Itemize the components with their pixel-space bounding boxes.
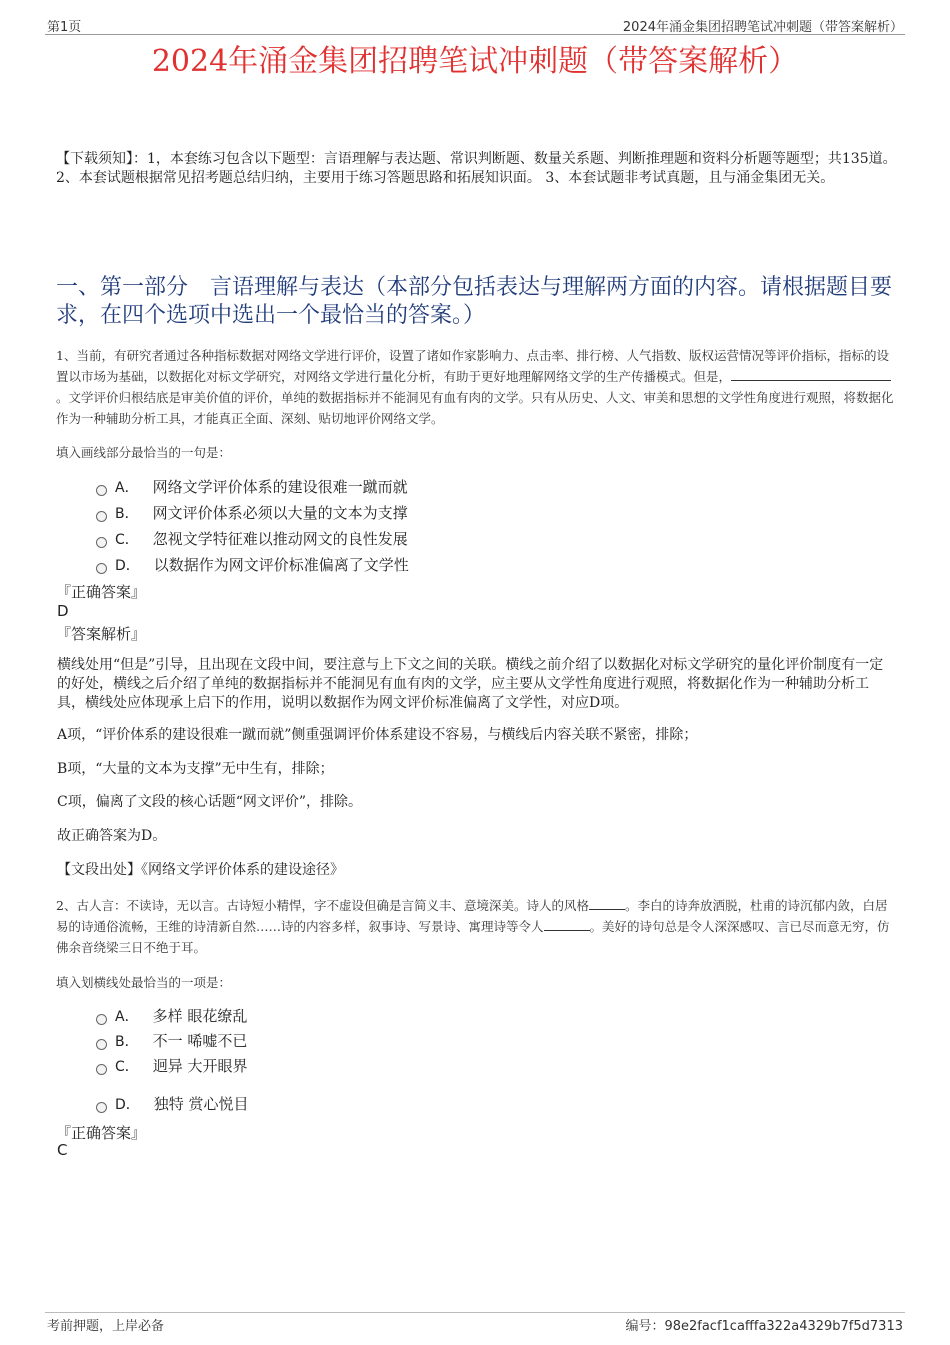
radio-icon[interactable] xyxy=(96,1039,107,1050)
option-b[interactable]: B． 网文评价体系必须以大量的文本为支撑 xyxy=(96,502,408,523)
question-2-text: 2、古人言：不读诗，无以言。古诗短小精悍，字不虚设但确是言简义丰、意境深美。诗人的风格 。李白的诗奔放洒脱，杜甫的诗沉郁内敛，白居易的诗通俗流畅，王维的诗清新自然……诗的内容多样，叙事诗、写景诗、寓理诗等令人 。美好的诗句总是令人深深感叹、言已尽而意无穷，仿佛余音绕梁三日不绝于耳。 xyxy=(56,898,890,955)
answer-value: D xyxy=(57,602,69,620)
radio-icon[interactable] xyxy=(96,1014,107,1025)
explanation-option-c: C项，偏离了文段的核心话题“网文评价”，排除。 xyxy=(57,794,363,810)
analysis-label: 『答案解析』 xyxy=(56,625,147,643)
document-id: 编号：98e2facf1cafffa322a4329b7f5d7313 xyxy=(625,1319,903,1334)
option-d[interactable]: D． 独特 赏心悦目 xyxy=(96,1093,249,1114)
explanation-option-b: B项，“大量的文本为支撑”无中生有，排除； xyxy=(57,761,334,777)
option-a[interactable]: A． 网络文学评价体系的建设很难一蹴而就 xyxy=(96,476,408,497)
page-header xyxy=(45,14,905,35)
radio-icon[interactable] xyxy=(96,537,107,548)
option-a[interactable]: A． 多样 眼花缭乱 xyxy=(96,1005,247,1026)
explanation-option-a: A项，“评价体系的建设很难一蹴而就”侧重强调评价体系建设不容易，与横线后内容关联不紧密，排除； xyxy=(57,727,698,743)
explanation-paragraph: 横线处用“但是”引导，且出现在文段中间，要注意与上下文之间的关联。横线之前介绍了以数据化对标文学研究的量化评价制度有一定的好处，横线之后介绍了单纯的数据指标并不能洞见有血有肉的文学，应主要从文学性角度进行观照，将数据化作为一种辅助分析工具，横线处应体现承上启下的作用，说明以数据作为网文评价标准偏离了文学性，对应D项。 xyxy=(57,657,884,711)
question-2-prompt: 填入划横线处最恰当的一项是： xyxy=(56,975,232,990)
download-notice: 【下载须知】：1，本套练习包含以下题型：言语理解与表达题、常识判断题、数量关系题、判断推理题和资料分析题等题型；共135道。 2、本套试题根据常见招考题总结归纳，主要用于练习答题思路和拓展知识面。 3、本套试题非考试真题，且与涌金集团无关。 xyxy=(56,151,897,186)
header-doc-title: 2024年涌金集团招聘笔试冲刺题（带答案解析） xyxy=(622,20,903,35)
answer-value: C xyxy=(57,1141,68,1159)
explanation-conclusion: 故正确答案为D。 xyxy=(57,828,167,844)
footer-slogan: 考前押题，上岸必备 xyxy=(47,1319,165,1334)
fill-blank xyxy=(589,897,625,910)
section-heading: 一、第一部分 言语理解与表达（本部分包括表达与理解两方面的内容。请根据题目要求，在四个选项中选出一个最恰当的答案。） xyxy=(56,275,893,328)
fill-blank xyxy=(544,918,590,931)
option-b[interactable]: B． 不一 唏嘘不已 xyxy=(96,1030,247,1051)
document-title: 2024年涌金集团招聘笔试冲刺题（带答案解析） xyxy=(151,44,799,79)
option-c[interactable]: C． 迥异 大开眼界 xyxy=(96,1055,248,1076)
radio-icon[interactable] xyxy=(96,1064,107,1075)
passage-source: 【文段出处】《网络文学评价体系的建设途径》 xyxy=(57,862,344,878)
option-d[interactable]: D． 以数据作为网文评价标准偏离了文学性 xyxy=(96,554,409,575)
fill-blank xyxy=(731,368,891,381)
question-1-text: 1、当前，有研究者通过各种指标数据对网络文学进行评价，设置了诸如作家影响力、点击率、排行榜、人气指数、版权运营情况等评价指标，指标的设置以市场为基础，以数据化对标文学研究，对网络文学进行量化分析，有助于更好地理解网络文学的生产传播模式。但是，。文学评价归根结底是审美价值的评价，单纯的数据指标并不能洞见有血有肉的文学。只有从历史、人文、审美和思想的文学性角度进行观照，将数据化作为一种辅助分析工具，才能真正全面、深刻、贴切地评价网络文学。 xyxy=(56,348,894,426)
page-number: 第1页 xyxy=(47,20,82,35)
answer-label: 『正确答案』 xyxy=(56,1124,147,1142)
radio-icon[interactable] xyxy=(96,563,107,574)
radio-icon[interactable] xyxy=(96,485,107,496)
option-c[interactable]: C． 忽视文学特征难以推动网文的良性发展 xyxy=(96,528,408,549)
radio-icon[interactable] xyxy=(96,1102,107,1113)
page-footer xyxy=(45,1312,905,1335)
radio-icon[interactable] xyxy=(96,511,107,522)
question-1-prompt: 填入画线部分最恰当的一句是： xyxy=(56,445,232,460)
answer-label: 『正确答案』 xyxy=(56,583,147,601)
